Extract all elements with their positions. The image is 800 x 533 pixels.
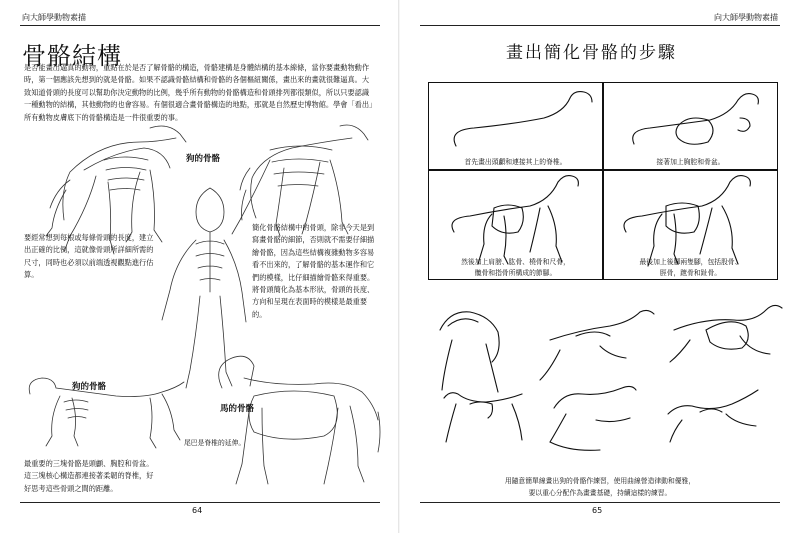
page-number: 65 xyxy=(592,506,603,515)
step-2-caption: 接著加上胸腔和骨盆。 xyxy=(656,158,725,166)
simplified-bones-note: 簡化骨骼結構中的骨頭，除非今天是到寫畫骨骼的細節，否則就不需要仔細描繪骨骼，因為這些結構複雜動物多容易看不出來的，了解骨骼的基本運作和它們的模樣，比仔細描繪骨骼來得重要。將骨頭簡化為基本形狀，骨頭的長度、方向和呈現在表面時的模樣是最重要的。 xyxy=(252,223,375,319)
tail-note: 尾巴是脊椎的延伸。 xyxy=(184,439,246,447)
practice-caption-line2: 要以重心分配作為畫畫基礎，持續這樣的練習。 xyxy=(528,489,672,497)
step-1-caption: 首先畫出頭顱和連接其上的脊椎。 xyxy=(464,158,567,166)
dog-skeleton-label-lower: 狗的骨骼 xyxy=(72,382,107,392)
page-title: 畫出簡化骨骼的步驟 xyxy=(506,43,677,63)
dog-skeleton-label: 狗的骨骼 xyxy=(186,154,221,164)
step-4-caption-line2: 脛骨，蹠骨和趾骨。 xyxy=(659,269,722,277)
right-page xyxy=(400,0,800,533)
page-number: 64 xyxy=(192,506,203,515)
page-title: 骨骼結構 xyxy=(22,42,122,70)
intro-paragraph: 是否能畫出逼真的動物，重點在於是否了解骨骼的構造，骨骼建構是身體結構的基本線條，當你要畫動物動作時，第一個應該先想到的就是骨骼。如果不認識骨骼結構和骨骼的各個樞紐關係，畫出來的畫就很難逼真。大致知道骨頭的長度可以幫助你決定動物的比例，幾乎所有動物的骨骼構造和骨頭排列都很類似，所以只要認識一種動物的結構，其他動物的也會容易。有個很適合畫骨骼構造的地點，那就是自然歷史博物館。學會「看出」所有動物皮膚底下的骨骼構造是一件很重要的事。 xyxy=(24,63,373,122)
step-4-caption-line1: 最後加上後腳兩隻腳，包括股骨、 xyxy=(639,258,742,266)
running-header: 向大師學動物素描 xyxy=(714,13,778,22)
step-3-caption-line1: 然後加上肩膀、肱骨、橈骨和尺骨， xyxy=(461,258,570,266)
running-header: 向大師學動物素描 xyxy=(22,13,86,22)
practice-caption-line1: 用隨意簡單線畫出狗的骨骼作練習，使用曲線營造律動和優雅， xyxy=(504,477,696,485)
footer-rule xyxy=(20,502,380,503)
step-3-caption-line2: 髖骨和指骨所構成的節腳。 xyxy=(474,269,557,277)
core-bones-note: 最重要的三塊骨骼是頭顱、胸腔和骨盆。這三塊核心構造都連接著柔韌的脊椎，好好思考這些骨頭之間的距離。 xyxy=(24,459,154,493)
footer-rule xyxy=(420,502,780,503)
proportion-note: 要經常想到每根或每條骨頭的長度，建立出正確的比例，這就像骨頭所詳細所需的尺寸，同時也必須以前端透視觀點進行估算。 xyxy=(24,233,154,280)
horse-skeleton-label: 馬的骨骼 xyxy=(220,404,255,414)
